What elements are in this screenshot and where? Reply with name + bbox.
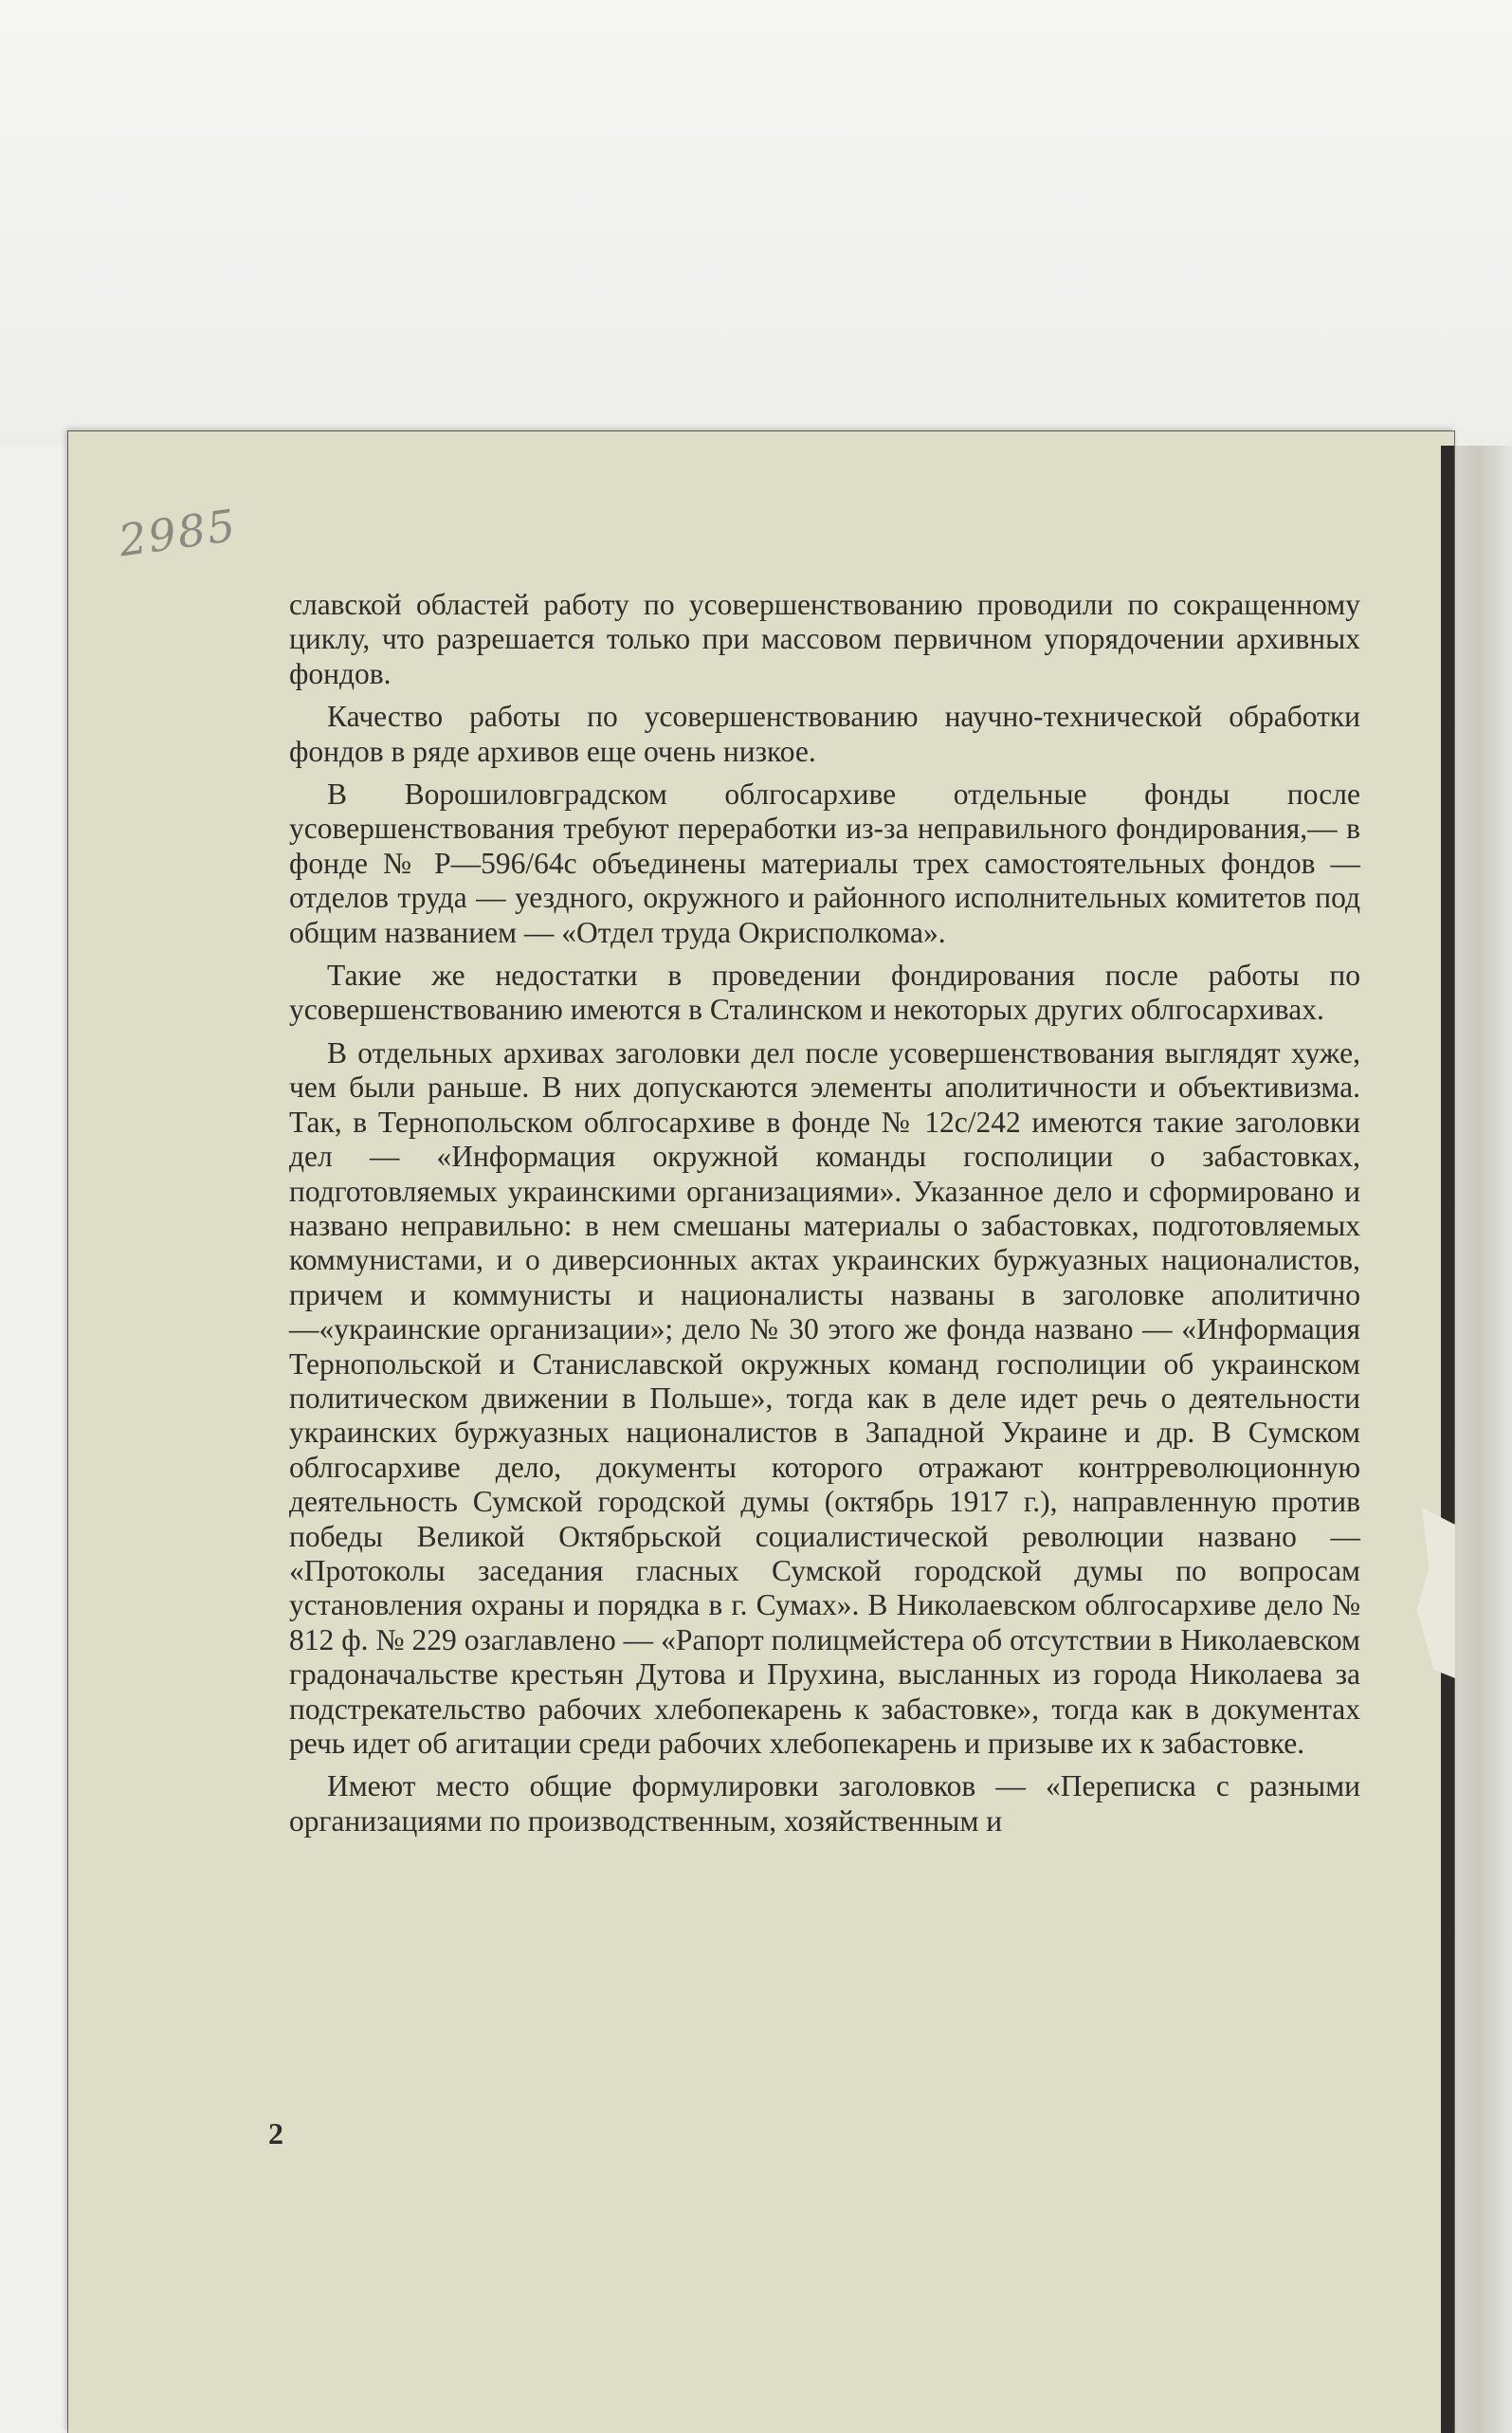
paragraph: Имеют место общие формулировки заголовков — «Переписка с разными организациями по производственным, хозяйственным и [289,1769,1360,1838]
adjacent-page [1446,446,1512,2433]
paragraph: В Ворошиловградском облгосархиве отдельные фонды после усовершенствования требуют переработки из-за неправильного фондирования,— в фонде № Р—596/64с объединены материалы трех самостоятельных фондов — отделов труда — уездного, окружного и районного исполнительных комитетов под общим названием — «Отдел труда Окрисполкома». [289,777,1360,949]
paragraph: славской областей работу по усовершенствованию проводили по сокращенному циклу, что разрешается только при массовом первичном упорядочении архивных фондов. [289,588,1360,690]
handwritten-annotation: 2985 [115,499,241,567]
page-edge-shadow [1441,446,1454,2433]
paragraph: Качество работы по усовершенствованию научно-технической обработки фондов в ряде архивов еще очень низкое. [289,700,1360,768]
page-number: 2 [268,2116,283,2150]
body-text [289,588,1360,1847]
paragraph: Такие же недостатки в проведении фондирования после работы по усовершенствованию имеются в Сталинском и некоторых других облгосархивах. [289,959,1360,1027]
paragraph: В отдельных архивах заголовки дел после усовершенствования выглядят хуже, чем были раньше. В них допускаются элементы аполитичности и объективизма. Так, в Тернопольском облгосархиве в фонде № 12с/242 имеются такие заголовки дел — «Информация окружной команды госполиции о забастовках, подготовляемых украинскими организациями». Указанное дело и сформировано и названо неправильно: в нем смешаны материалы о забастовках, подготовляемых коммунистами, и о диверсионных актах украинских буржуазных националистов, причем и коммунисты и националисты названы в заголовке аполитично—«украинские организации»; дело № 30 этого же фонда названо — «Информация Тернопольской и Станиславской окружных команд госполиции об украинском политическом движении в Польше», тогда как в деле идет речь о деятельности украинских буржуазных националистов в Западной Украине и др. В Сумском облгосархиве дело, документы которого отражают контрреволюционную деятельность Сумской городской думы (октябрь 1917 г.), направленную против победы Великой Октябрьской социалистической революции названо — «Протоколы заседания гласных Сумской городской думы по вопросам установления охраны и порядка в г. Сумах». В Николаевском облгосархиве дело № 812 ф. № 229 озаглавлено — «Рапорт полицмейстера об отсутствии в Николаевском градоначальстве крестьян Дутова и Прухина, высланных из города Николаева за подстрекательство рабочих хлебопекарень к забастовке», тогда как в документах речь идет об агитации среди рабочих хлебопекарень и призыве их к забастовке. [289,1035,1360,1760]
background-surface [0,0,1512,446]
